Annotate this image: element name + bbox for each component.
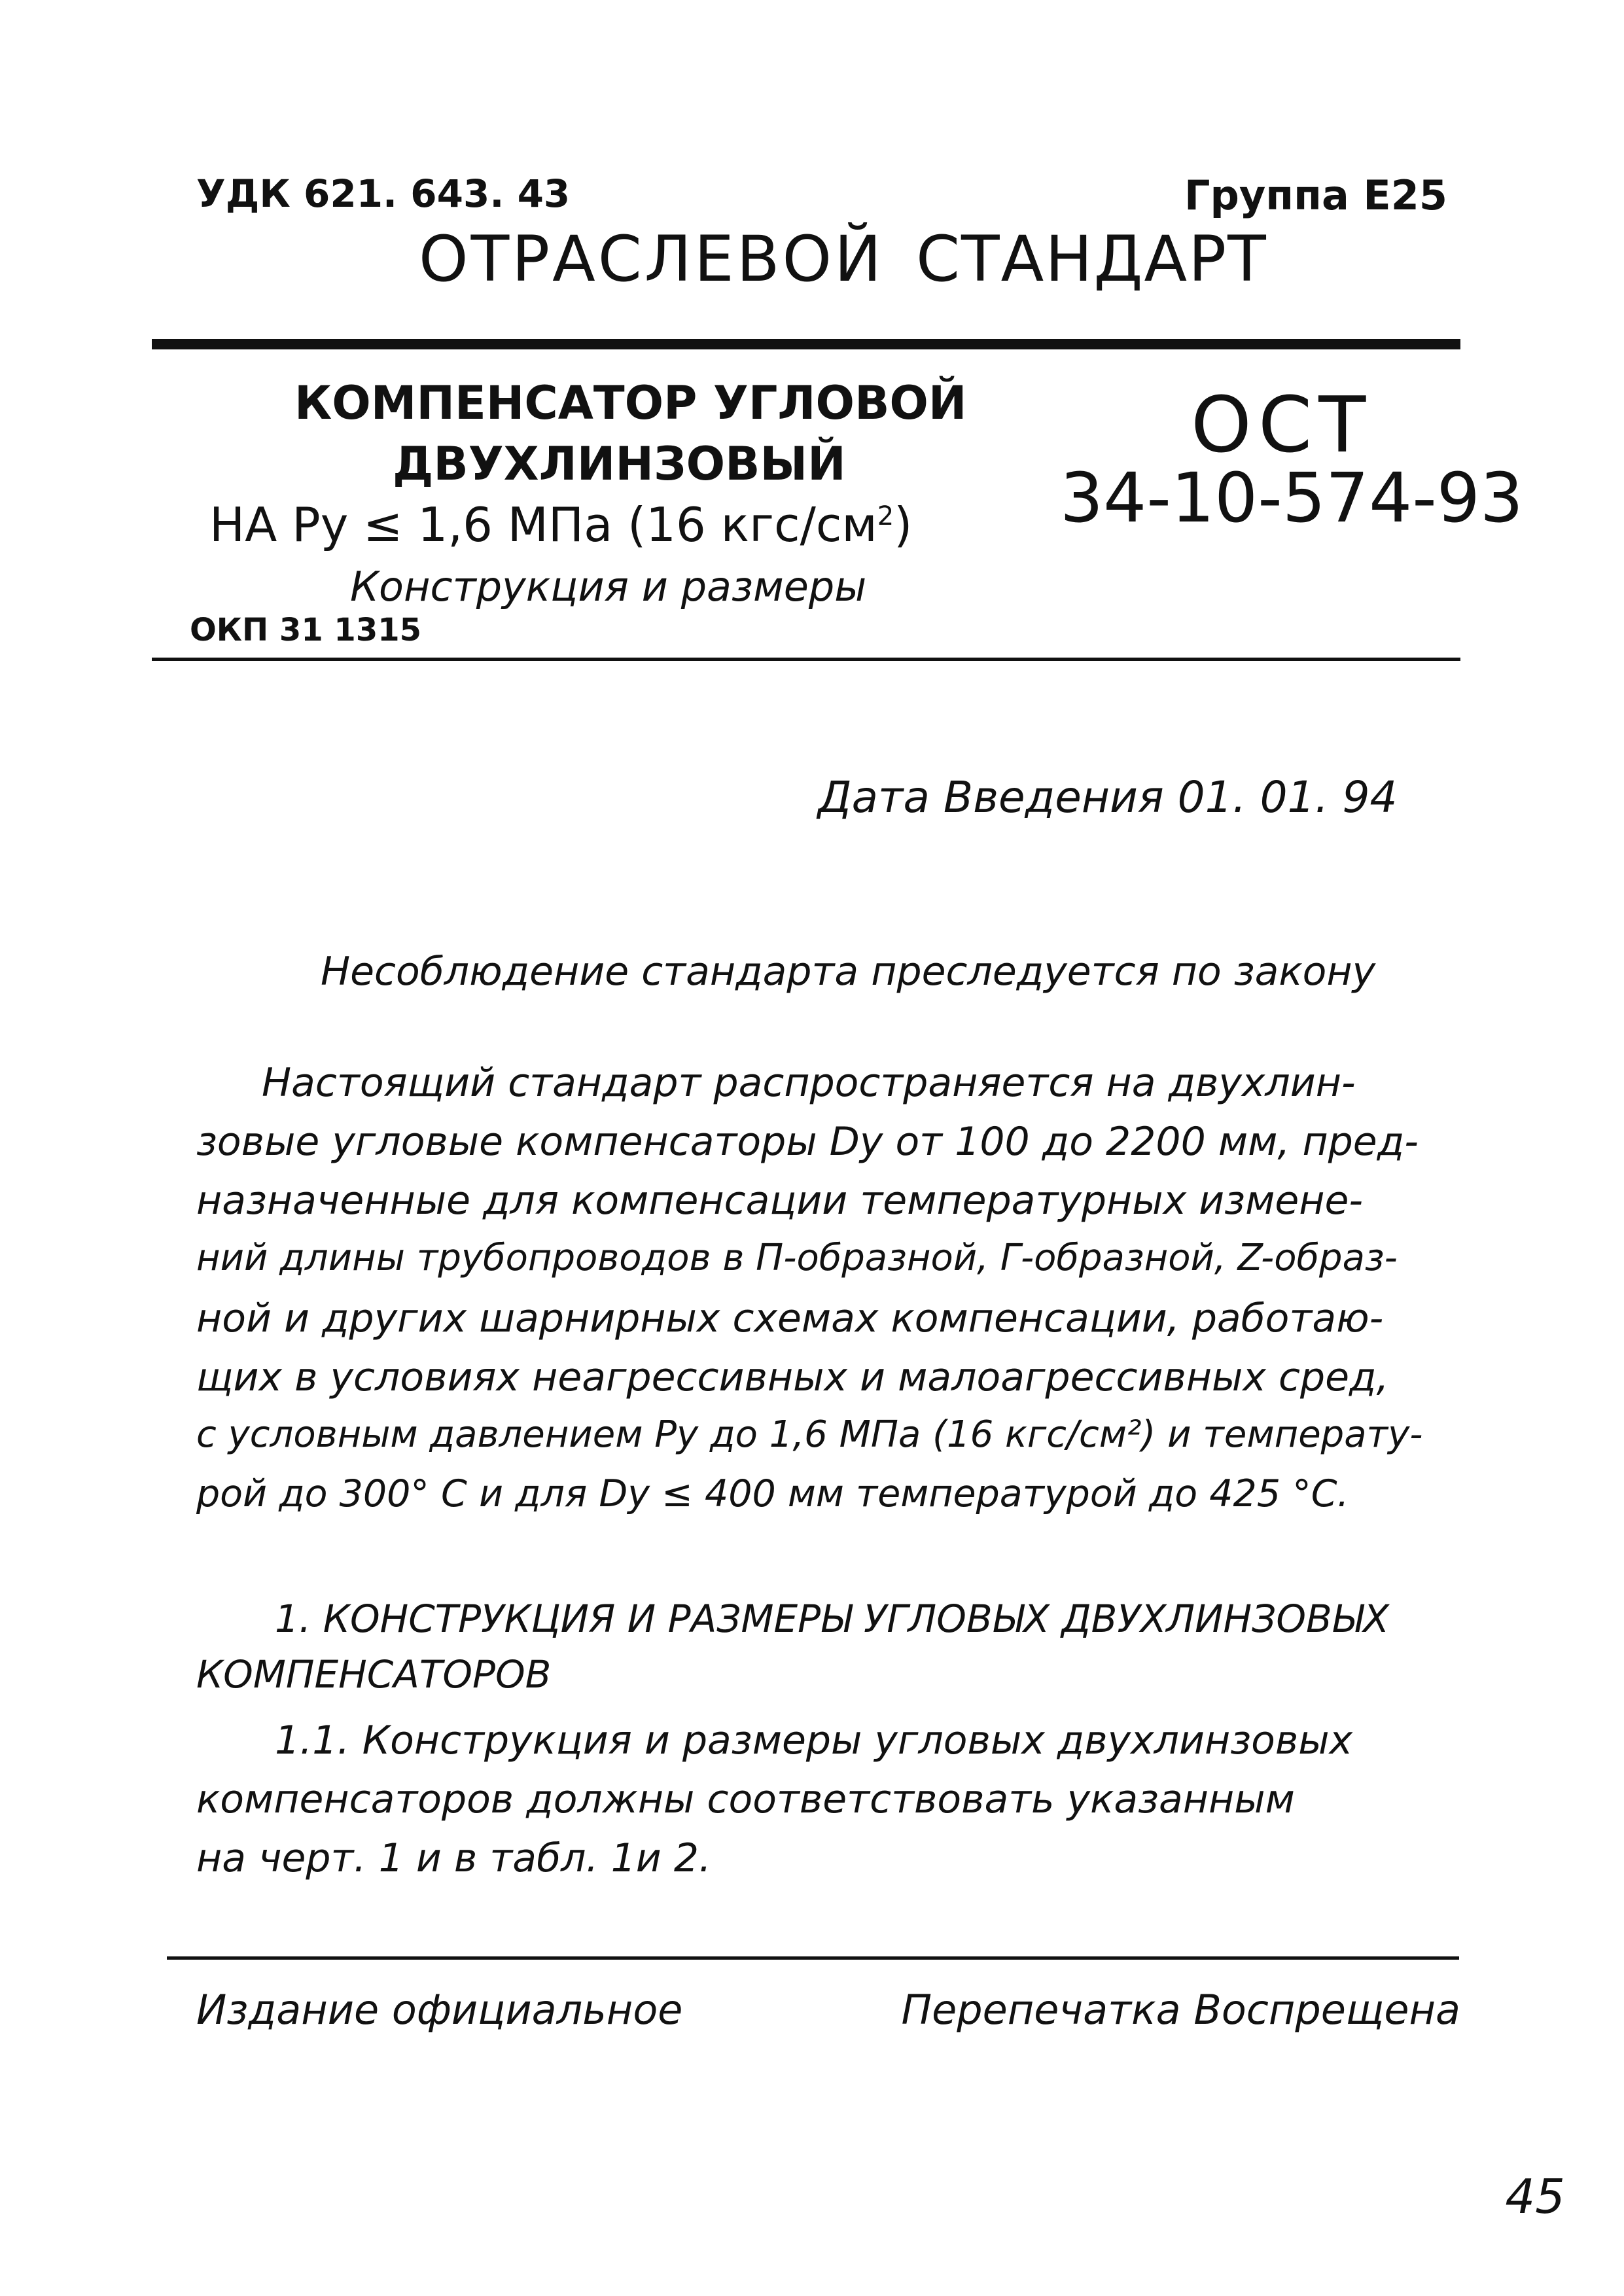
pressure-prefix: НА Рy — [209, 497, 349, 552]
pressure-rest: 1,6 МПа (16 кгс/см — [402, 497, 877, 552]
product-name-line2: ДВУХЛИНЗОВЫЙ — [393, 437, 846, 491]
footer-rule — [167, 1956, 1459, 1960]
pressure-end: ) — [894, 497, 913, 552]
group-code: Группа Е25 — [1184, 171, 1447, 219]
title-standard: СТАНДАРТ — [916, 222, 1267, 296]
intro-date: Дата Введения 01. 01. 94 — [818, 772, 1398, 822]
scope-line-7: с условным давлением Ру до 1,6 МПа (16 кгс/см²) и температу- — [196, 1413, 1423, 1456]
clause-line-1: 1.1. Конструкция и размеры угловых двухлинзовых — [275, 1718, 1353, 1763]
header-rule — [152, 339, 1460, 349]
udk-code: УДК 621. 643. 43 — [196, 171, 571, 216]
page-number: 45 — [1505, 2169, 1565, 2224]
ost-number: 34-10-574-93 — [1060, 458, 1524, 538]
product-subtitle: Конструкция и размеры — [350, 563, 867, 610]
scope-line-6: щих в условиях неагрессивных и малоагрессивных сред, — [196, 1354, 1389, 1400]
section-1-heading-line1: 1. КОНСТРУКЦИЯ И РАЗМЕРЫ УГЛОВЫХ ДВУХЛИНЗОВЫХ — [275, 1597, 1389, 1641]
scope-line-1: Настоящий стандарт распространяется на двухлин- — [262, 1060, 1356, 1106]
scope-line-2: зовые угловые компенсаторы Dy от 100 до 2200 мм, пред- — [196, 1119, 1419, 1165]
scope-line-3: назначенные для компенсации температурных измене- — [196, 1178, 1364, 1224]
clause-line-2: компенсаторов должны соответствовать указанным — [196, 1776, 1295, 1822]
title-branch: ОТРАСЛЕВОЙ — [419, 222, 884, 296]
scope-line-5: ной и других шарнирных схемах компенсации, работаю- — [196, 1296, 1384, 1341]
scope-line-4: ний длины трубопроводов в П-образной, Г-образной, Z-образ- — [196, 1237, 1398, 1279]
le-symbol: ≤ — [348, 497, 403, 552]
law-notice: Несоблюдение стандарта преследуется по закону — [321, 949, 1376, 995]
ost-label: ОСТ — [1191, 380, 1373, 470]
clause-line-3: на черт. 1 и в табл. 1и 2. — [196, 1835, 712, 1881]
scope-line-8: рой до 300° С и для Dy ≤ 400 мм температурой до 425 °С. — [196, 1472, 1349, 1515]
okp-code: ОКП 31 1315 — [190, 612, 422, 648]
footer-reprint-prohibited: Перепечатка Воспрещена — [901, 1986, 1460, 2034]
pressure-line — [209, 497, 912, 552]
footer-official-edition: Издание официальное — [196, 1986, 683, 2034]
section-1-heading-line2: КОМПЕНСАТОРОВ — [196, 1652, 552, 1697]
pressure-sup: 2 — [877, 501, 894, 531]
product-name-line1: КОМПЕНСАТОР УГЛОВОЙ — [294, 376, 967, 430]
title-block-rule — [152, 658, 1460, 661]
